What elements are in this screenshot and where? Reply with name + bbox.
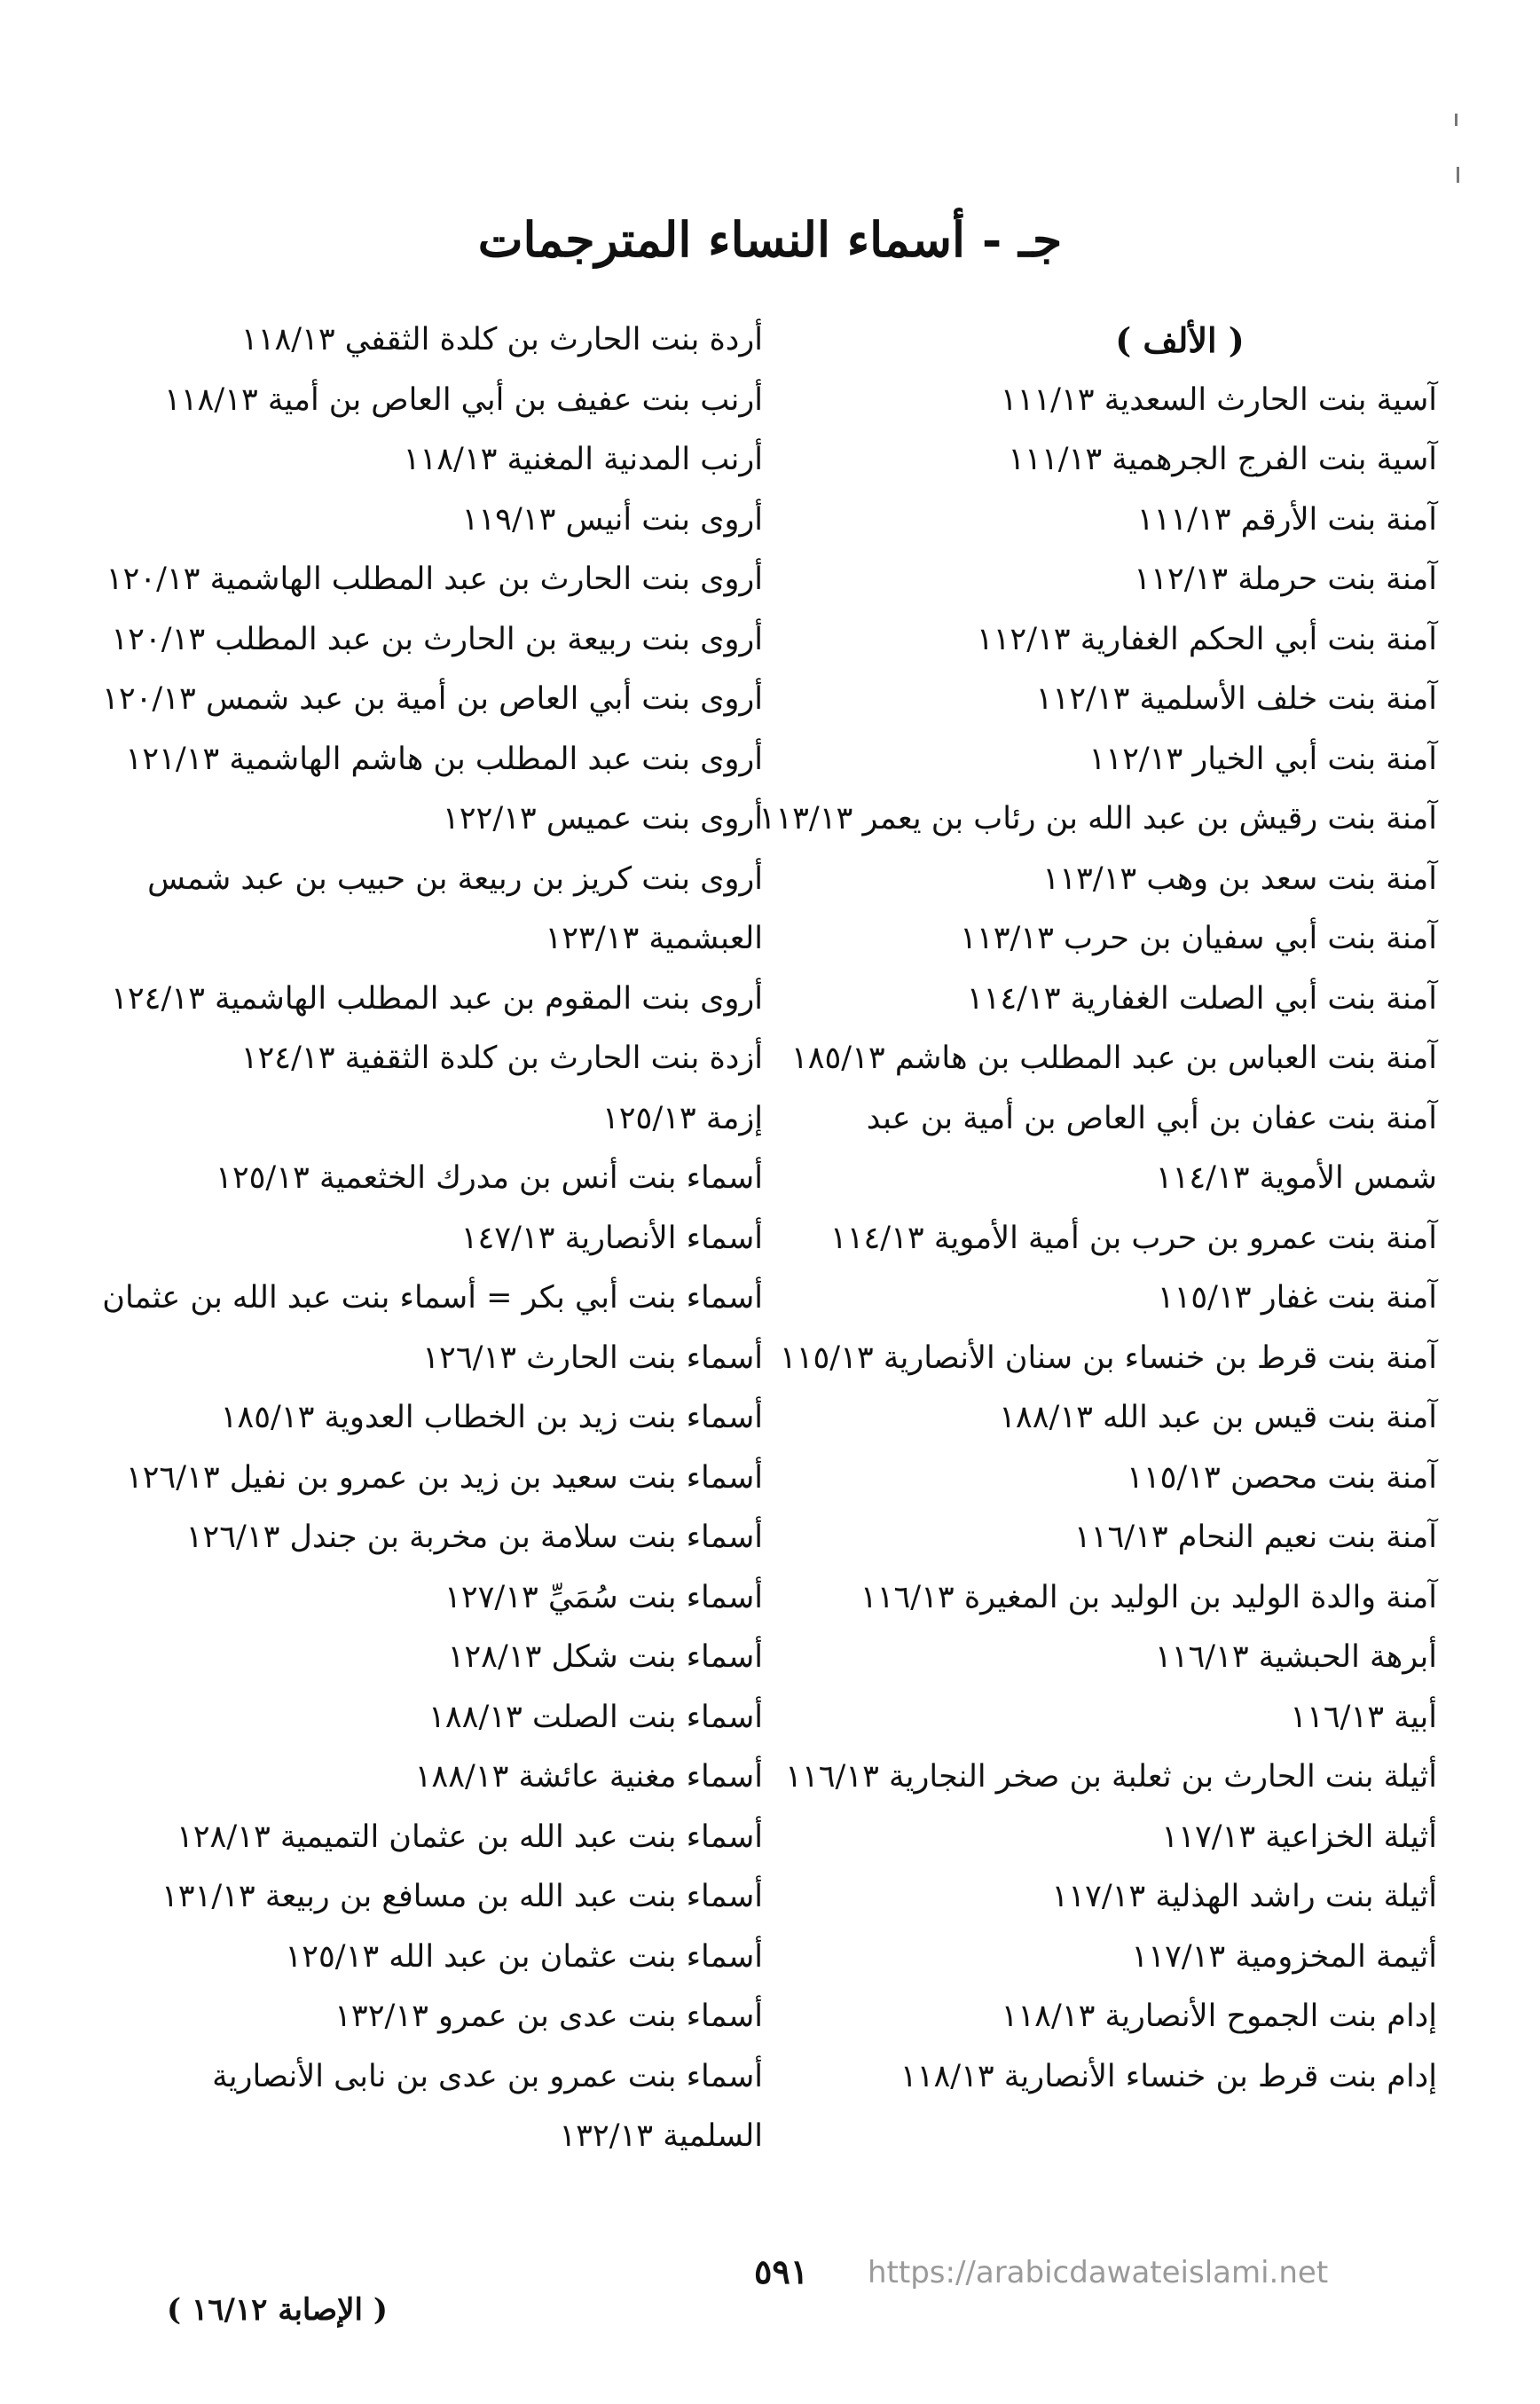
page-title: جـ - أسماء النساء المترجمات (477, 211, 1063, 268)
list-item: آمنة بنت عفان بن أبي العاص بن أمية بن عبد شمس الأموية ١١٤/١٣ (866, 1100, 1437, 1196)
list-item: أسماء بنت الحارث ١٢٦/١٣ (422, 1339, 763, 1376)
list-item: أثيلة بنت راشد الهذلية ١١٧/١٣ (1051, 1879, 1437, 1914)
list-item: أروى بنت كريز بن ربيعة بن حبيب بن عبد شمس العبشمية ١٢٣/١٣ (147, 860, 763, 956)
left-entries-list (102, 310, 763, 2167)
list-item: آمنة بنت رقيش بن عبد الله بن رئاب بن يعمر ١١٣/١٣ (758, 801, 1437, 837)
list-item: أسماء بنت سُمَيِّ ١٢٧/١٣ (444, 1579, 763, 1615)
left-column (102, 310, 763, 2167)
list-item: آسية بنت الحارث السعدية ١١١/١٣ (1000, 381, 1437, 418)
list-item: أسماء مغنية عائشة ١٨٨/١٣ (414, 1759, 763, 1795)
list-item: أسماء بنت أبي بكر = أسماء بنت عبد الله بن عثمان (102, 1280, 763, 1316)
list-item: أروى بنت أبي العاص بن أمية بن عبد شمس ١٢٠/١٣ (102, 681, 763, 717)
list-item: آمنة بنت الأرقم ١١١/١٣ (1136, 501, 1437, 538)
right-entries-list (758, 371, 1437, 2108)
list-item: أسماء بنت سعيد بن زيد بن عمرو بن نفيل ١٢٦/١٣ (125, 1459, 763, 1496)
list-item: أثيلة بنت الحارث بن ثعلبة بن صخر النجارية ١١٦/١٣ (785, 1759, 1437, 1795)
list-item: آمنة بنت محصن ١١٥/١٣ (1127, 1459, 1437, 1496)
list-item: أروى بنت عبد المطلب بن هاشم الهاشمية ١٢١/١٣ (125, 741, 763, 777)
list-item: أروى بنت المقوم بن عبد المطلب الهاشمية ١٢٤/١٣ (111, 980, 763, 1017)
list-item: أرنب بنت عفيف بن أبي العاص بن أمية ١١٨/١٣ (163, 381, 763, 418)
section-heading-alif: ( الألف ) (1115, 320, 1245, 360)
list-item: آمنة بنت حرملة ١١٢/١٣ (1134, 562, 1437, 597)
list-item: آمنة بنت عمرو بن حرب بن أمية الأموية ١١٤/١٣ (829, 1220, 1437, 1256)
margin-mark (1457, 167, 1459, 183)
list-item: أروى بنت الحارث بن عبد المطلب الهاشمية ١٢٠/١٣ (106, 562, 763, 597)
list-item: إدام بنت الجموح الأنصارية ١١٨/١٣ (1001, 1999, 1437, 2034)
list-item: أسماء بنت عبد الله بن عثمان التميمية ١٢٨/١٣ (176, 1819, 763, 1855)
list-item: أبرهة الحبشية ١١٦/١٣ (1154, 1639, 1437, 1675)
list-item: أسماء بنت عثمان بن عبد الله ١٢٥/١٣ (285, 1938, 763, 1975)
list-item: آمنة بنت أبي الخيار ١١٢/١٣ (1088, 741, 1437, 777)
list-item: آمنة بنت العباس بن عبد المطلب بن هاشم ١٨٥/١٣ (790, 1041, 1437, 1076)
list-item: آمنة بنت قرط بن خنساء بن سنان الأنصارية ١١٥/١٣ (779, 1339, 1437, 1376)
list-item: آمنة بنت نعيم النحام ١١٦/١٣ (1073, 1520, 1437, 1555)
list-item: آمنة بنت قيس بن عبد الله ١٨٨/١٣ (999, 1400, 1437, 1435)
list-item: أثيلة الخزاعية ١١٧/١٣ (1161, 1819, 1437, 1855)
list-item: أثيمة المخزومية ١١٧/١٣ (1131, 1938, 1437, 1975)
list-item: أسماء بنت شكل ١٢٨/١٣ (447, 1639, 763, 1675)
list-item: آسية بنت الفرج الجرهمية ١١١/١٣ (1008, 442, 1437, 477)
list-item: أرنب المدنية المغنية ١١٨/١٣ (403, 442, 763, 477)
list-item: آمنة والدة الوليد بن الوليد بن المغيرة ١١٦/١٣ (860, 1579, 1437, 1615)
list-item: أبية ١١٦/١٣ (1290, 1699, 1437, 1735)
list-item: أسماء بنت سلامة بن مخربة بن جندل ١٢٦/١٣ (185, 1520, 763, 1555)
list-item: أسماء بنت عبد الله بن مسافع بن ربيعة ١٣١/١٣ (161, 1879, 763, 1914)
list-item: أسماء بنت أنس بن مدرك الخثعمية ١٢٥/١٣ (216, 1160, 763, 1196)
margin-mark (1455, 114, 1458, 126)
watermark-url: https://arabicdawateislami.net (868, 2255, 1329, 2290)
list-item: آمنة بنت أبي الصلت الغفارية ١١٤/١٣ (966, 980, 1437, 1017)
list-item: إدام بنت قرط بن خنساء الأنصارية ١١٨/١٣ (900, 2058, 1437, 2094)
list-item: أروى بنت عميس ١٢٢/١٣ (442, 801, 763, 837)
list-item: آمنة بنت خلف الأسلمية ١١٢/١٣ (1035, 681, 1437, 717)
page-number: ٥٩١ (754, 2251, 809, 2291)
right-column (758, 310, 1437, 2107)
list-item: أزدة بنت الحارث بن كلدة الثقفية ١٢٤/١٣ (240, 1041, 763, 1076)
list-item: إزمة ١٢٥/١٣ (601, 1100, 763, 1136)
list-item: آمنة بنت غفار ١١٥/١٣ (1157, 1280, 1437, 1316)
list-item: أسماء بنت عدى بن عمرو ١٣٢/١٣ (334, 1999, 763, 2034)
list-item: آمنة بنت أبي الحكم الغفارية ١١٢/١٣ (976, 621, 1437, 657)
list-item: أردة بنت الحارث بن كلدة الثقفي ١١٨/١٣ (240, 322, 763, 357)
list-item: أروى بنت ربيعة بن الحارث بن عبد المطلب ١٢٠/١٣ (111, 621, 763, 657)
list-item: أسماء بنت زيد بن الخطاب العدوية ١٨٥/١٣ (220, 1400, 763, 1435)
list-item: أروى بنت أنيس ١١٩/١٣ (461, 501, 763, 538)
list-item: أسماء الأنصارية ١٤٧/١٣ (460, 1220, 763, 1256)
list-item: أسماء بنت الصلت ١٨٨/١٣ (428, 1699, 763, 1735)
list-item: آمنة بنت أبي سفيان بن حرب ١١٣/١٣ (960, 921, 1437, 956)
source-reference: ( الإصابة ١٦/١٢ ) (167, 2292, 388, 2328)
list-item: أسماء بنت عمرو بن عدى بن نابى الأنصارية السلمية ١٣٢/١٣ (212, 2058, 763, 2154)
list-item: آمنة بنت سعد بن وهب ١١٣/١٣ (1042, 860, 1437, 897)
